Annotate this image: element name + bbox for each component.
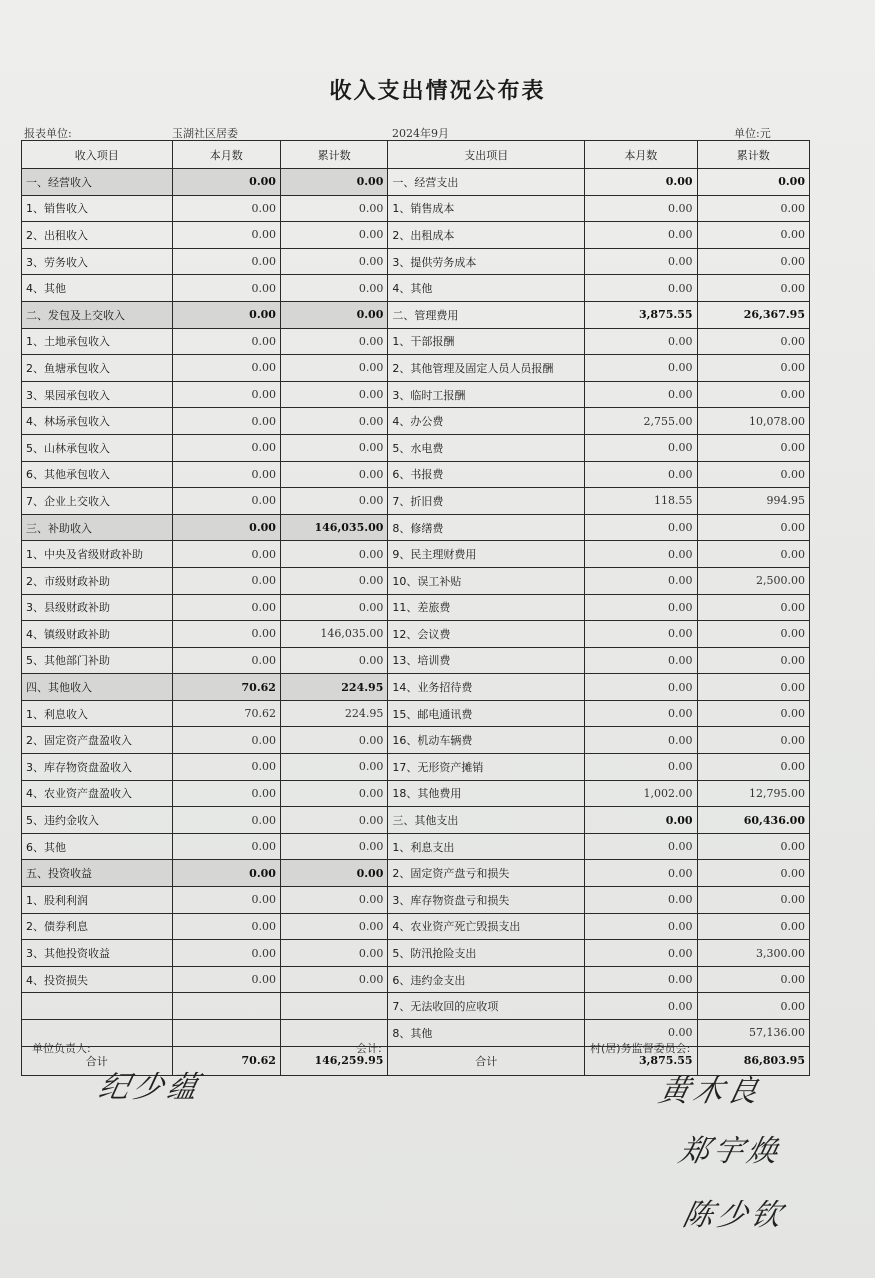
expense-item-cell: 3、库存物资盘亏和损失 [388,887,585,914]
expense-cumulative-cell: 57,136.00 [697,1020,809,1047]
income-item-cell: 5、违约金收入 [22,807,173,834]
expense-item-cell: 6、书报费 [388,461,585,488]
table-row [22,434,810,461]
table-row [22,594,810,621]
income-item-cell: 1、土地承包收入 [22,328,173,355]
income-month-cell: 0.00 [172,434,280,461]
expense-month-cell: 1,002.00 [585,780,697,807]
expense-cumulative-cell: 0.00 [697,913,809,940]
col-header-expense-item: 支出项目 [388,141,585,169]
expense-cumulative-cell: 0.00 [697,195,809,222]
expense-cumulative-cell: 0.00 [697,966,809,993]
table-row [22,860,810,887]
expense-cumulative-cell: 994.95 [697,488,809,515]
expense-month-cell: 0.00 [585,541,697,568]
income-month-cell: 0.00 [172,913,280,940]
col-header-expense-cumulative: 累计数 [697,141,809,169]
expense-item-cell: 二、管理费用 [388,301,585,328]
income-month-cell: 0.00 [172,807,280,834]
income-month-cell: 0.00 [172,408,280,435]
income-cumulative-cell: 0.00 [280,301,387,328]
table-row [22,621,810,648]
expense-cumulative-cell: 0.00 [697,754,809,781]
income-cumulative-cell: 0.00 [280,754,387,781]
expense-total-label: 合计 [388,1046,585,1075]
table-row [22,222,810,249]
expense-item-cell: 1、干部报酬 [388,328,585,355]
expense-month-cell: 0.00 [585,461,697,488]
expense-item-cell: 14、业务招待费 [388,674,585,701]
income-month-cell: 0.00 [172,541,280,568]
table-row [22,966,810,993]
table-row [22,169,810,196]
income-cumulative-cell: 0.00 [280,381,387,408]
expense-cumulative-cell: 0.00 [697,355,809,382]
income-cumulative-cell: 0.00 [280,647,387,674]
income-item-cell: 5、山林承包收入 [22,434,173,461]
expense-cumulative-cell: 0.00 [697,434,809,461]
table-row [22,754,810,781]
income-cumulative-cell: 0.00 [280,887,387,914]
table-row [22,940,810,967]
expense-month-cell: 0.00 [585,754,697,781]
income-cumulative-cell: 0.00 [280,275,387,302]
leader-signature: 纪少蕴 [95,1070,205,1105]
income-cumulative-cell: 224.95 [280,674,387,701]
income-item-cell: 二、发包及上交收入 [22,301,173,328]
expense-cumulative-cell: 3,300.00 [697,940,809,967]
table-row [22,488,810,515]
expense-item-cell: 15、邮电通讯费 [388,700,585,727]
expense-item-cell: 13、培训费 [388,647,585,674]
expense-month-cell: 0.00 [585,966,697,993]
expense-cumulative-cell: 0.00 [697,993,809,1020]
table-row [22,381,810,408]
expense-item-cell: 2、其他管理及固定人员人员报酬 [388,355,585,382]
income-item-cell: 3、果园承包收入 [22,381,173,408]
expense-month-cell: 0.00 [585,355,697,382]
expense-item-cell: 9、民主理财费用 [388,541,585,568]
table-row [22,887,810,914]
table-row [22,780,810,807]
income-item-cell: 1、股利利润 [22,887,173,914]
expense-cumulative-cell: 0.00 [697,647,809,674]
income-item-cell: 7、企业上交收入 [22,488,173,515]
expense-item-cell: 3、临时工报酬 [388,381,585,408]
table-row [22,647,810,674]
income-cumulative-cell: 0.00 [280,940,387,967]
income-cumulative-cell: 0.00 [280,461,387,488]
income-cumulative-cell: 224.95 [280,700,387,727]
table-row [22,567,810,594]
table-body [22,169,810,1047]
expense-cumulative-cell: 0.00 [697,860,809,887]
income-month-cell: 0.00 [172,195,280,222]
table-row [22,700,810,727]
income-cumulative-cell: 0.00 [280,328,387,355]
expense-item-cell: 4、办公费 [388,408,585,435]
expense-total-month: 3,875.55 [585,1046,697,1075]
income-cumulative-cell: 0.00 [280,355,387,382]
income-month-cell [172,993,280,1020]
income-item-cell: 3、劳务收入 [22,248,173,275]
expense-month-cell: 0.00 [585,621,697,648]
income-month-cell: 0.00 [172,301,280,328]
income-month-cell: 0.00 [172,355,280,382]
reporting-unit-name: 玉湖社区居委 [172,127,238,140]
expense-month-cell: 0.00 [585,222,697,249]
income-month-cell: 0.00 [172,328,280,355]
income-item-cell: 三、补助收入 [22,514,173,541]
expense-cumulative-cell: 26,367.95 [697,301,809,328]
expense-item-cell: 12、会议费 [388,621,585,648]
income-item-cell: 4、投资损失 [22,966,173,993]
table-header-row [22,141,810,169]
col-header-income-month: 本月数 [172,141,280,169]
income-item-cell: 1、利息收入 [22,700,173,727]
income-month-cell: 0.00 [172,860,280,887]
expense-month-cell: 0.00 [585,1020,697,1047]
expense-month-cell: 0.00 [585,887,697,914]
income-cumulative-cell: 0.00 [280,833,387,860]
income-month-cell: 0.00 [172,169,280,196]
page-title: 收入支出情况公布表 [329,79,546,104]
income-month-cell: 0.00 [172,514,280,541]
expense-cumulative-cell: 0.00 [697,169,809,196]
income-item-cell: 2、鱼塘承包收入 [22,355,173,382]
income-item-cell: 3、县级财政补助 [22,594,173,621]
expense-item-cell: 10、误工补贴 [388,567,585,594]
expense-month-cell: 0.00 [585,169,697,196]
table-row [22,408,810,435]
expense-month-cell: 0.00 [585,434,697,461]
expense-cumulative-cell: 0.00 [697,328,809,355]
expense-month-cell: 0.00 [585,700,697,727]
income-cumulative-cell: 0.00 [280,408,387,435]
expense-item-cell: 4、其他 [388,275,585,302]
income-month-cell: 0.00 [172,780,280,807]
expense-item-cell: 一、经营支出 [388,169,585,196]
table-row [22,301,810,328]
income-item-cell: 4、林场承包收入 [22,408,173,435]
expense-cumulative-cell: 0.00 [697,700,809,727]
expense-month-cell: 0.00 [585,328,697,355]
expense-month-cell: 0.00 [585,940,697,967]
expense-month-cell: 0.00 [585,674,697,701]
income-cumulative-cell: 0.00 [280,567,387,594]
income-month-cell: 0.00 [172,727,280,754]
income-item-cell: 一、经营收入 [22,169,173,196]
expense-month-cell: 0.00 [585,567,697,594]
income-month-cell: 0.00 [172,754,280,781]
income-item-cell: 5、其他部门补助 [22,647,173,674]
col-header-income-cumulative: 累计数 [280,141,387,169]
income-total-month: 70.62 [172,1046,280,1075]
table-row [22,727,810,754]
income-item-cell: 2、债券利息 [22,913,173,940]
currency-unit: 单位:元 [734,127,771,140]
income-item-cell: 4、农业资产盘盈收入 [22,780,173,807]
committee-signature-1: 黄木良 [655,1074,765,1109]
committee-signature-3: 陈少钦 [679,1198,789,1233]
income-cumulative-cell: 0.00 [280,594,387,621]
expense-item-cell: 5、防汛抢险支出 [388,940,585,967]
report-period: 2024年9月 [392,127,449,140]
col-header-expense-month: 本月数 [585,141,697,169]
income-month-cell: 0.00 [172,461,280,488]
income-item-cell: 1、中央及省级财政补助 [22,541,173,568]
income-month-cell: 0.00 [172,940,280,967]
expense-cumulative-cell: 10,078.00 [697,408,809,435]
expense-item-cell: 8、其他 [388,1020,585,1047]
expense-item-cell: 5、水电费 [388,434,585,461]
expense-item-cell: 11、差旅费 [388,594,585,621]
expense-month-cell: 0.00 [585,993,697,1020]
income-item-cell: 6、其他 [22,833,173,860]
income-item-cell: 4、其他 [22,275,173,302]
income-item-cell [22,993,173,1020]
table-row [22,807,810,834]
expense-cumulative-cell: 0.00 [697,461,809,488]
table-row [22,514,810,541]
expense-item-cell: 6、违约金支出 [388,966,585,993]
table-row [22,328,810,355]
expense-month-cell: 0.00 [585,860,697,887]
income-item-cell: 3、库存物资盘盈收入 [22,754,173,781]
table-row [22,461,810,488]
income-cumulative-cell: 146,035.00 [280,514,387,541]
income-cumulative-cell: 0.00 [280,913,387,940]
income-month-cell: 0.00 [172,594,280,621]
income-cumulative-cell: 0.00 [280,727,387,754]
income-total-label: 合计 [22,1046,173,1075]
income-cumulative-cell: 0.00 [280,434,387,461]
expense-cumulative-cell: 0.00 [697,248,809,275]
income-item-cell: 6、其他承包收入 [22,461,173,488]
income-item-cell: 2、固定资产盘盈收入 [22,727,173,754]
expense-item-cell: 4、农业资产死亡毁损支出 [388,913,585,940]
expense-item-cell: 1、利息支出 [388,833,585,860]
expense-cumulative-cell: 12,795.00 [697,780,809,807]
expense-item-cell: 1、销售成本 [388,195,585,222]
income-item-cell: 3、其他投资收益 [22,940,173,967]
expense-month-cell: 118.55 [585,488,697,515]
income-cumulative-cell: 0.00 [280,248,387,275]
table-row [22,913,810,940]
expense-cumulative-cell: 0.00 [697,541,809,568]
income-cumulative-cell [280,993,387,1020]
income-month-cell: 0.00 [172,567,280,594]
expense-month-cell: 0.00 [585,727,697,754]
table-row [22,355,810,382]
income-total-cumulative: 146,259.95 [280,1046,387,1075]
income-cumulative-cell: 0.00 [280,780,387,807]
income-month-cell: 70.62 [172,674,280,701]
supervisory-committee-label: 村(居)务监督委员会: [590,1042,691,1055]
expense-month-cell: 2,755.00 [585,408,697,435]
expense-cumulative-cell: 0.00 [697,222,809,249]
accountant-label: 会计: [356,1042,382,1055]
expense-cumulative-cell: 0.00 [697,275,809,302]
table-row [22,275,810,302]
income-cumulative-cell: 0.00 [280,195,387,222]
committee-signature-2: 郑宇焕 [675,1134,785,1169]
expense-item-cell: 2、出租成本 [388,222,585,249]
income-month-cell: 0.00 [172,621,280,648]
income-cumulative-cell: 0.00 [280,541,387,568]
table-row [22,674,810,701]
income-month-cell: 70.62 [172,700,280,727]
income-item-cell: 2、市级财政补助 [22,567,173,594]
expense-item-cell: 2、固定资产盘亏和损失 [388,860,585,887]
expense-month-cell: 3,875.55 [585,301,697,328]
expense-cumulative-cell: 0.00 [697,381,809,408]
income-month-cell: 0.00 [172,647,280,674]
expense-month-cell: 0.00 [585,807,697,834]
income-month-cell: 0.00 [172,275,280,302]
income-item-cell: 4、镇级财政补助 [22,621,173,648]
table-row [22,1020,810,1047]
table-row [22,993,810,1020]
income-item-cell: 五、投资收益 [22,860,173,887]
expense-item-cell: 三、其他支出 [388,807,585,834]
income-expense-table [21,140,810,1076]
table-row [22,541,810,568]
expense-cumulative-cell: 0.00 [697,887,809,914]
expense-month-cell: 0.00 [585,594,697,621]
expense-cumulative-cell: 0.00 [697,727,809,754]
income-month-cell: 0.00 [172,887,280,914]
expense-item-cell: 8、修缮费 [388,514,585,541]
expense-item-cell: 3、提供劳务成本 [388,248,585,275]
income-month-cell: 0.00 [172,381,280,408]
income-month-cell: 0.00 [172,248,280,275]
income-month-cell: 0.00 [172,966,280,993]
col-header-income-item: 收入项目 [22,141,173,169]
income-cumulative-cell: 0.00 [280,169,387,196]
table-row [22,195,810,222]
expense-month-cell: 0.00 [585,248,697,275]
expense-item-cell: 7、无法收回的应收项 [388,993,585,1020]
expense-month-cell: 0.00 [585,913,697,940]
expense-cumulative-cell: 0.00 [697,514,809,541]
income-cumulative-cell: 0.00 [280,488,387,515]
expense-month-cell: 0.00 [585,647,697,674]
income-month-cell: 0.00 [172,488,280,515]
expense-month-cell: 0.00 [585,381,697,408]
table-row [22,248,810,275]
expense-item-cell: 18、其他费用 [388,780,585,807]
expense-cumulative-cell: 0.00 [697,594,809,621]
income-cumulative-cell: 0.00 [280,860,387,887]
expense-item-cell: 17、无形资产摊销 [388,754,585,781]
income-cumulative-cell: 0.00 [280,222,387,249]
income-cumulative-cell: 0.00 [280,807,387,834]
income-month-cell: 0.00 [172,833,280,860]
income-month-cell: 0.00 [172,222,280,249]
expense-total-cumulative: 86,803.95 [697,1046,809,1075]
income-cumulative-cell: 0.00 [280,966,387,993]
expense-cumulative-cell: 0.00 [697,674,809,701]
income-item-cell: 四、其他收入 [22,674,173,701]
income-cumulative-cell: 146,035.00 [280,621,387,648]
income-item-cell: 2、出租收入 [22,222,173,249]
expense-month-cell: 0.00 [585,275,697,302]
expense-month-cell: 0.00 [585,833,697,860]
expense-month-cell: 0.00 [585,514,697,541]
expense-item-cell: 7、折旧费 [388,488,585,515]
reporting-unit-label: 报表单位: [24,127,72,140]
income-month-cell [172,1020,280,1047]
expense-item-cell: 16、机动车辆费 [388,727,585,754]
expense-cumulative-cell: 2,500.00 [697,567,809,594]
income-item-cell: 1、销售收入 [22,195,173,222]
expense-cumulative-cell: 0.00 [697,833,809,860]
expense-cumulative-cell: 60,436.00 [697,807,809,834]
expense-month-cell: 0.00 [585,195,697,222]
unit-leader-label: 单位负责人: [32,1042,91,1055]
expense-cumulative-cell: 0.00 [697,621,809,648]
table-row [22,833,810,860]
